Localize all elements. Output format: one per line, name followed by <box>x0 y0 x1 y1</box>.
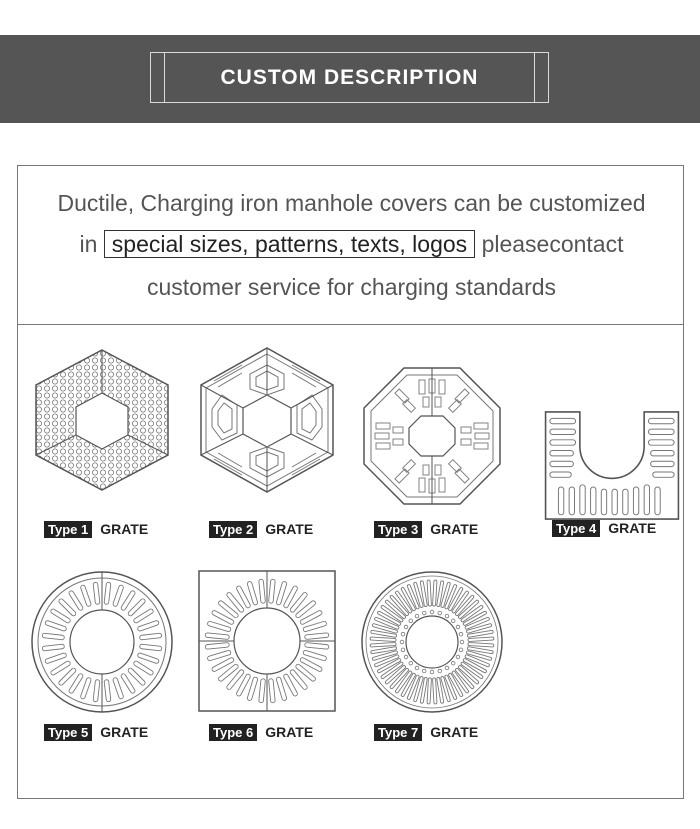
u-shape-grate-icon <box>537 390 687 540</box>
grate-image-5 <box>27 567 177 717</box>
dense-ring-grate-icon <box>357 567 507 717</box>
grate-label-6 <box>209 723 313 741</box>
description-box <box>17 165 684 325</box>
description-line-2 <box>18 231 685 258</box>
grate-label-2 <box>209 520 313 538</box>
hexagon-circles-icon <box>27 343 177 493</box>
grate-image-6 <box>192 567 342 717</box>
type-tag: Type 1 <box>44 521 92 538</box>
grate-label-7 <box>374 723 478 741</box>
description-suffix: pleasecontact <box>481 231 624 257</box>
grate-image-7 <box>357 567 507 717</box>
grate-label-1 <box>44 520 148 538</box>
grate-label-5 <box>44 723 148 741</box>
grate-image-3 <box>357 363 507 513</box>
grate-label-3 <box>374 520 478 538</box>
grate-text: GRATE <box>430 724 479 740</box>
grate-text: GRATE <box>100 724 149 740</box>
grate-text: GRATE <box>100 521 149 537</box>
type-tag: Type 3 <box>374 521 422 538</box>
type-tag: Type 4 <box>552 520 600 537</box>
type-tag: Type 2 <box>209 521 257 538</box>
description-line-1: Ductile, Charging iron manhole covers can be customized <box>57 190 646 216</box>
grate-image-1 <box>27 343 177 493</box>
square-ring-grate-icon <box>192 567 342 717</box>
type-tag: Type 5 <box>44 724 92 741</box>
hexagon-pattern-icon <box>192 343 342 493</box>
octagon-grate-icon <box>357 363 507 513</box>
grate-text: GRATE <box>265 724 314 740</box>
grate-label-4 <box>552 519 656 537</box>
grate-text: GRATE <box>265 521 314 537</box>
type-tag: Type 6 <box>209 724 257 741</box>
grate-image-2 <box>192 343 342 493</box>
grate-text: GRATE <box>430 521 479 537</box>
grate-image-4 <box>537 390 687 540</box>
description-highlight: special sizes, patterns, texts, logos <box>104 230 475 258</box>
description-line-3: customer service for charging standards <box>146 274 557 300</box>
page-title: CUSTOM DESCRIPTION <box>220 66 479 89</box>
grate-text: GRATE <box>608 520 657 536</box>
ring-grate-icon <box>27 567 177 717</box>
type-tag: Type 7 <box>374 724 422 741</box>
description-prefix: in <box>79 231 98 257</box>
